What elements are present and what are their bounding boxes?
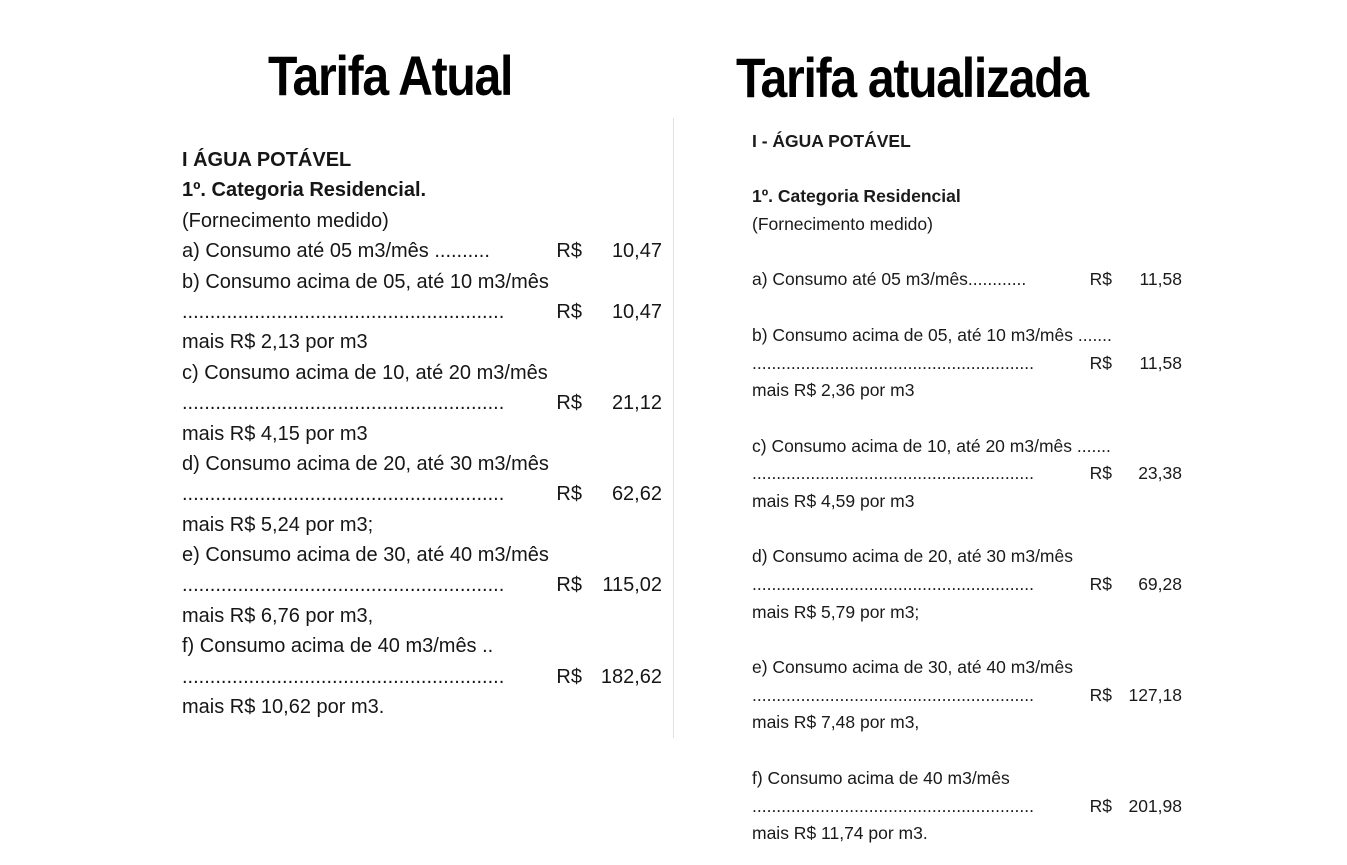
tier-c-currency: R$ [556,392,582,415]
tier-a-text: a) Consumo até 05 m3/mês .......... [182,240,490,263]
updated-tariff-heading: Tarifa atualizada [736,46,1088,109]
tier-c-price-row [752,460,1182,488]
tier-a-row [182,236,662,266]
tier-a-value: 10,47 [611,240,662,263]
leader-dots: .......................................................... [752,463,1034,484]
tier-c-text: c) Consumo acima de 10, até 20 m3/mês ....... [752,435,1111,456]
leader-dots: .......................................................... [752,352,1034,373]
supply-note: (Fornecimento medido) [182,209,389,232]
supply-note: (Fornecimento medido) [752,214,933,235]
tier-a-currency: R$ [556,240,582,263]
tier-f-value: 182,62 [600,665,662,688]
tier-b-currency: R$ [556,300,582,323]
leader-dots: .......................................................... [182,392,505,415]
leader-dots: .......................................................... [182,300,505,323]
tier-d-extra: mais R$ 5,79 por m3; [752,601,920,622]
tier-e-currency: R$ [1089,684,1112,705]
tier-b-extra: mais R$ 2,13 por m3 [182,331,368,354]
column-divider [673,118,674,738]
tier-b-extra: mais R$ 2,36 por m3 [752,380,915,401]
tier-d-text: d) Consumo acima de 20, até 30 m3/mês [752,546,1073,567]
tier-e-value: 115,02 [602,574,662,597]
current-tariff-document [182,145,662,722]
tier-f-currency: R$ [1089,795,1112,816]
leader-dots: .......................................................... [182,574,505,597]
tier-c-price-row [182,388,662,418]
tier-c-text: c) Consumo acima de 10, até 20 m3/mês [182,361,548,384]
tier-e-price-row [182,570,662,600]
tier-c-extra: mais R$ 4,59 por m3 [752,490,915,511]
tier-d-value: 62,62 [611,483,662,506]
tier-d-currency: R$ [1089,574,1112,594]
category-title: 1º. Categoria Residencial. [182,179,427,202]
leader-dots: .......................................................... [182,483,505,506]
tier-b-text: b) Consumo acima de 05, até 10 m3/mês ....... [752,324,1112,345]
tier-a-row [752,266,1182,294]
tier-d-currency: R$ [556,483,582,506]
category-title: 1º. Categoria Residencial [752,186,961,207]
tier-a-currency: R$ [1089,269,1112,290]
tier-f-extra: mais R$ 10,62 por m3. [182,696,385,719]
updated-tariff-document [752,128,1182,848]
tier-e-currency: R$ [556,574,582,597]
current-tariff-heading: Tarifa Atual [268,44,513,107]
tier-c-extra: mais R$ 4,15 por m3 [182,422,368,445]
tier-e-value: 127,18 [1128,684,1182,705]
tier-e-text: e) Consumo acima de 30, até 40 m3/mês [752,657,1073,678]
tier-c-value: 21,12 [611,392,662,415]
tier-b-value: 11,58 [1139,352,1182,373]
leader-dots: .......................................................... [752,684,1034,705]
tier-f-text: f) Consumo acima de 40 m3/mês .. [182,635,494,658]
tier-d-price-row [182,479,662,509]
tier-b-currency: R$ [1089,352,1112,373]
tier-f-price-row [752,793,1182,821]
tier-d-price-row [752,571,1182,599]
leader-dots: .......................................................... [752,795,1034,816]
tier-c-value: 23,38 [1138,463,1182,484]
tier-b-value: 10,47 [611,300,662,323]
tier-a-text: a) Consumo até 05 m3/mês............ [752,269,1027,290]
tier-e-extra: mais R$ 6,76 por m3, [182,604,374,627]
tier-e-price-row [752,682,1182,710]
tier-f-extra: mais R$ 11,74 por m3. [752,823,928,844]
leader-dots: .......................................................... [182,665,505,688]
tier-e-text: e) Consumo acima de 30, até 40 m3/mês [182,544,549,567]
tier-d-text: d) Consumo acima de 20, até 30 m3/mês [182,452,549,475]
tier-f-value: 201,98 [1128,795,1182,816]
leader-dots: .......................................................... [752,574,1034,594]
section-title: I - ÁGUA POTÁVEL [752,131,911,151]
tier-b-text: b) Consumo acima de 05, até 10 m3/mês [182,270,549,293]
tier-f-price-row [182,662,662,692]
tier-d-extra: mais R$ 5,24 por m3; [182,513,374,536]
tier-b-price-row [182,297,662,327]
tier-f-currency: R$ [556,665,582,688]
tier-d-value: 69,28 [1138,574,1182,594]
tier-b-price-row [752,350,1182,378]
tier-e-extra: mais R$ 7,48 por m3, [752,712,920,733]
tier-c-currency: R$ [1089,463,1112,484]
section-title: I ÁGUA POTÁVEL [182,149,352,171]
tier-f-text: f) Consumo acima de 40 m3/mês [752,767,1010,788]
tier-a-value: 11,58 [1139,269,1182,290]
